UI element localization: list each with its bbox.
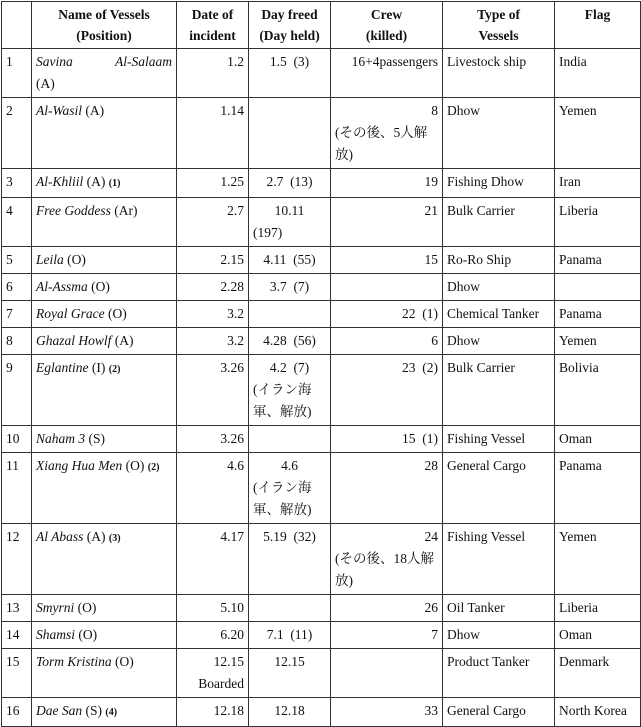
header-freed-line1: Day freed (261, 7, 318, 22)
vessel-name-cell (32, 622, 177, 649)
vessel-flag: Panama (555, 247, 641, 274)
crew-count: 26 (424, 600, 438, 615)
incident-date: 1.2 (227, 54, 244, 69)
vessel-name: Al-Wasil (36, 103, 83, 118)
table-row (2, 98, 641, 169)
vessel-type: Bulk Carrier (443, 355, 555, 426)
incident-date-cell (177, 595, 249, 622)
vessel-flag: Yemen (555, 98, 641, 169)
vessel-flag: Bolivia (555, 355, 641, 426)
vessel-type: General Cargo (443, 453, 555, 524)
vessel-name-cell (32, 524, 177, 595)
crew-count: 22 (1) (402, 306, 438, 321)
vessel-position: (O) (107, 306, 127, 321)
header-no (2, 2, 32, 49)
crew-cell (331, 247, 443, 274)
crew-cell (331, 622, 443, 649)
incident-date: 4.17 (220, 529, 244, 544)
day-freed: 5.19 (32) (263, 529, 316, 544)
vessel-flag: Panama (555, 301, 641, 328)
incident-date: 3.26 (220, 360, 244, 375)
vessel-flag: Iran (555, 169, 641, 198)
vessel-name-cell (32, 426, 177, 453)
vessel-type: Oil Tanker (443, 595, 555, 622)
incident-date: 2.7 (227, 203, 244, 218)
header-type-line2: Vessels (478, 28, 519, 43)
vessel-name-cell (32, 98, 177, 169)
incident-date: 5.10 (220, 600, 244, 615)
day-freed: 4.28 (56) (263, 333, 316, 348)
day-freed-cell (249, 698, 331, 727)
crew-count: 15 (424, 252, 438, 267)
vessel-note: (2) (108, 364, 121, 375)
table-row (2, 453, 641, 524)
header-flag: Flag (555, 2, 641, 49)
table-row (2, 698, 641, 727)
vessel-position: (A) (86, 529, 106, 544)
incident-date: 12.18 (213, 703, 244, 718)
vessel-position: (A) (85, 103, 105, 118)
incident-date-cell (177, 649, 249, 698)
vessel-name-cell (32, 649, 177, 698)
vessel-flag (555, 274, 641, 301)
incident-date-cell (177, 698, 249, 727)
incident-date: 2.15 (220, 252, 244, 267)
incident-date-cell (177, 49, 249, 98)
incident-date-cell (177, 247, 249, 274)
vessel-note: (4) (105, 707, 118, 718)
row-number: 7 (2, 301, 32, 328)
row-number: 2 (2, 98, 32, 169)
vessel-name: Free Goddess (36, 203, 111, 218)
header-name (32, 2, 177, 49)
incident-date-cell (177, 453, 249, 524)
vessel-position: (O) (67, 252, 86, 267)
incident-date: 12.15 (213, 654, 244, 669)
vessel-type: Fishing Vessel (443, 426, 555, 453)
crew-note: (その後、18人解放) (335, 551, 434, 588)
incident-date-cell (177, 426, 249, 453)
crew-cell (331, 649, 443, 698)
vessel-position: (O) (125, 458, 145, 473)
crew-count: 23 (2) (402, 360, 438, 375)
incident-date-note: Boarded (198, 676, 244, 691)
day-freed-cell (249, 355, 331, 426)
crew-cell (331, 355, 443, 426)
crew-note: (その後、5人解放) (335, 125, 428, 162)
day-freed-cell (249, 649, 331, 698)
incident-date: 1.14 (220, 103, 244, 118)
day-freed-cell (249, 301, 331, 328)
table-row (2, 622, 641, 649)
crew-cell (331, 169, 443, 198)
incident-date-cell (177, 98, 249, 169)
vessel-position: (O) (77, 600, 97, 615)
crew-cell (331, 49, 443, 98)
row-number: 10 (2, 426, 32, 453)
vessel-name-cell (32, 328, 177, 355)
vessel-name-part1: Savina (36, 54, 73, 69)
day-freed-cell (249, 328, 331, 355)
crew-count: 16+4passengers (351, 54, 438, 69)
crew-count: 24 (424, 529, 438, 544)
day-freed: 7.1 (11) (266, 627, 313, 642)
header-date-line1: Date of (191, 7, 234, 22)
vessel-flag: North Korea (555, 698, 641, 727)
vessel-flag: Yemen (555, 524, 641, 595)
row-number: 14 (2, 622, 32, 649)
header-freed (249, 2, 331, 49)
vessel-type: Fishing Dhow (443, 169, 555, 198)
table-row (2, 328, 641, 355)
vessel-note: (1) (108, 178, 121, 189)
vessel-type: Dhow (443, 622, 555, 649)
vessel-name: Torm Kristina (36, 654, 112, 669)
day-freed-cell (249, 98, 331, 169)
vessel-name: Smyrni (36, 600, 75, 615)
crew-count: 19 (424, 174, 438, 189)
day-freed-cell (249, 453, 331, 524)
vessel-position: (O) (91, 279, 110, 294)
vessel-name-cell (32, 698, 177, 727)
vessel-note: (3) (108, 533, 121, 544)
crew-count: 6 (431, 333, 438, 348)
header-date-line2: incident (189, 28, 236, 43)
table-row (2, 355, 641, 426)
vessel-type: Product Tanker (443, 649, 555, 698)
vessel-name-cell (32, 247, 177, 274)
vessel-flag: Liberia (555, 595, 641, 622)
day-freed-note: (イラン海軍、解放) (253, 382, 312, 419)
incident-date: 4.6 (227, 458, 244, 473)
crew-cell (331, 274, 443, 301)
vessel-name: Royal Grace (36, 306, 105, 321)
day-freed: 3.7 (7) (269, 279, 310, 294)
header-name-line2: (Position) (76, 28, 132, 43)
row-number: 9 (2, 355, 32, 426)
day-freed: 4.6 (281, 458, 298, 473)
table-row (2, 49, 641, 98)
vessel-type: Ro-Ro Ship (443, 247, 555, 274)
crew-cell (331, 328, 443, 355)
vessel-name-cell (32, 49, 177, 98)
header-date (177, 2, 249, 49)
incident-date: 3.2 (227, 306, 244, 321)
day-freed: 12.15 (274, 654, 305, 669)
table-row (2, 595, 641, 622)
crew-count: 33 (424, 703, 438, 718)
vessel-name-cell (32, 595, 177, 622)
day-freed-cell (249, 247, 331, 274)
incident-date-cell (177, 169, 249, 198)
crew-cell (331, 98, 443, 169)
row-number: 4 (2, 198, 32, 247)
vessel-position: (I) (91, 360, 106, 375)
day-freed-cell (249, 169, 331, 198)
vessel-flag: Panama (555, 453, 641, 524)
crew-cell (331, 301, 443, 328)
vessel-type: Dhow (443, 98, 555, 169)
incident-date-cell (177, 524, 249, 595)
row-number: 11 (2, 453, 32, 524)
day-freed: 4.11 (55) (263, 252, 316, 267)
vessel-name-cell (32, 169, 177, 198)
incident-date: 1.25 (220, 174, 244, 189)
day-freed-cell (249, 426, 331, 453)
vessel-name: Dae San (36, 703, 83, 718)
crew-count: 8 (431, 103, 438, 118)
vessel-flag: India (555, 49, 641, 98)
row-number: 1 (2, 49, 32, 98)
crew-cell (331, 698, 443, 727)
day-freed-note: (197) (253, 225, 283, 240)
vessel-name: Xiang Hua Men (36, 458, 123, 473)
vessel-position: (Ar) (114, 203, 138, 218)
crew-cell (331, 426, 443, 453)
incident-date-cell (177, 274, 249, 301)
vessel-type: Dhow (443, 328, 555, 355)
row-number: 5 (2, 247, 32, 274)
table-row (2, 169, 641, 198)
vessel-name: Ghazal Howlf (36, 333, 112, 348)
table-row (2, 274, 641, 301)
day-freed: 2.7 (13) (266, 174, 313, 189)
incident-date-cell (177, 622, 249, 649)
table-row (2, 649, 641, 698)
vessel-position: (S) (85, 703, 102, 718)
vessel-type: Chemical Tanker (443, 301, 555, 328)
vessel-name: Naham 3 (36, 431, 86, 446)
incident-date-cell (177, 198, 249, 247)
row-number: 15 (2, 649, 32, 698)
day-freed-cell (249, 524, 331, 595)
table-row (2, 198, 641, 247)
vessel-name: Al-Assma (36, 279, 88, 294)
row-number: 12 (2, 524, 32, 595)
day-freed-cell (249, 595, 331, 622)
header-name-line1: Name of Vessels (58, 7, 150, 22)
table-row (2, 524, 641, 595)
vessel-flag: Oman (555, 622, 641, 649)
vessel-name: Eglantine (36, 360, 89, 375)
row-number: 3 (2, 169, 32, 198)
vessel-position: (A) (114, 333, 134, 348)
incident-date-cell (177, 301, 249, 328)
vessel-name-cell (32, 355, 177, 426)
header-type-line1: Type of (477, 7, 520, 22)
vessel-type: Fishing Vessel (443, 524, 555, 595)
day-freed: 4.2 (7) (269, 360, 310, 375)
row-number: 13 (2, 595, 32, 622)
vessel-type: Dhow (443, 274, 555, 301)
header-row (2, 2, 641, 49)
vessel-name: Al-Khliil (36, 174, 84, 189)
row-number: 16 (2, 698, 32, 727)
vessel-type: Bulk Carrier (443, 198, 555, 247)
vessel-name-cell (32, 274, 177, 301)
crew-cell (331, 198, 443, 247)
vessel-flag: Yemen (555, 328, 641, 355)
day-freed-cell (249, 274, 331, 301)
crew-count: 7 (431, 627, 438, 642)
vessel-name-part2: Al-Salaam (115, 54, 172, 69)
crew-cell (331, 595, 443, 622)
vessel-type: General Cargo (443, 698, 555, 727)
vessel-flag: Liberia (555, 198, 641, 247)
vessel-name-cell (32, 301, 177, 328)
crew-count: 15 (1) (402, 431, 438, 446)
table-row (2, 247, 641, 274)
day-freed: 12.18 (274, 703, 305, 718)
day-freed: 1.5 (3) (269, 54, 310, 69)
vessel-position: (O) (78, 627, 98, 642)
vessel-name-cell (32, 198, 177, 247)
incident-date-cell (177, 355, 249, 426)
crew-cell (331, 524, 443, 595)
vessel-name: Leila (36, 252, 64, 267)
vessel-position: (S) (88, 431, 106, 446)
header-freed-line2: (Day held) (259, 28, 320, 43)
row-number: 6 (2, 274, 32, 301)
day-freed: 10.11 (274, 203, 305, 218)
row-number: 8 (2, 328, 32, 355)
incident-date: 3.2 (227, 333, 244, 348)
vessel-position: (O) (115, 654, 134, 669)
day-freed-cell (249, 198, 331, 247)
vessel-name-cell (32, 453, 177, 524)
table-body (2, 49, 641, 727)
vessel-type: Livestock ship (443, 49, 555, 98)
vessel-position: (A) (36, 76, 55, 91)
header-crew (331, 2, 443, 49)
day-freed-cell (249, 622, 331, 649)
crew-count: 28 (424, 458, 438, 473)
day-freed-note: (イラン海軍、解放) (253, 480, 312, 517)
vessel-position: (A) (86, 174, 106, 189)
incident-date: 6.20 (220, 627, 244, 642)
vessel-flag: Oman (555, 426, 641, 453)
vessel-name: Shamsi (36, 627, 76, 642)
incident-date-cell (177, 328, 249, 355)
day-freed-cell (249, 49, 331, 98)
header-crew-line1: Crew (370, 7, 403, 22)
vessel-name: Al Abass (36, 529, 84, 544)
crew-count: 21 (424, 203, 438, 218)
table-row (2, 301, 641, 328)
table-row (2, 426, 641, 453)
vessel-flag: Denmark (555, 649, 641, 698)
piracy-incidents-table (1, 1, 641, 727)
header-crew-line2: (killed) (365, 28, 408, 43)
incident-date: 2.28 (220, 279, 244, 294)
crew-cell (331, 453, 443, 524)
header-type (443, 2, 555, 49)
vessel-note: (2) (147, 462, 160, 473)
incident-date: 3.26 (220, 431, 244, 446)
